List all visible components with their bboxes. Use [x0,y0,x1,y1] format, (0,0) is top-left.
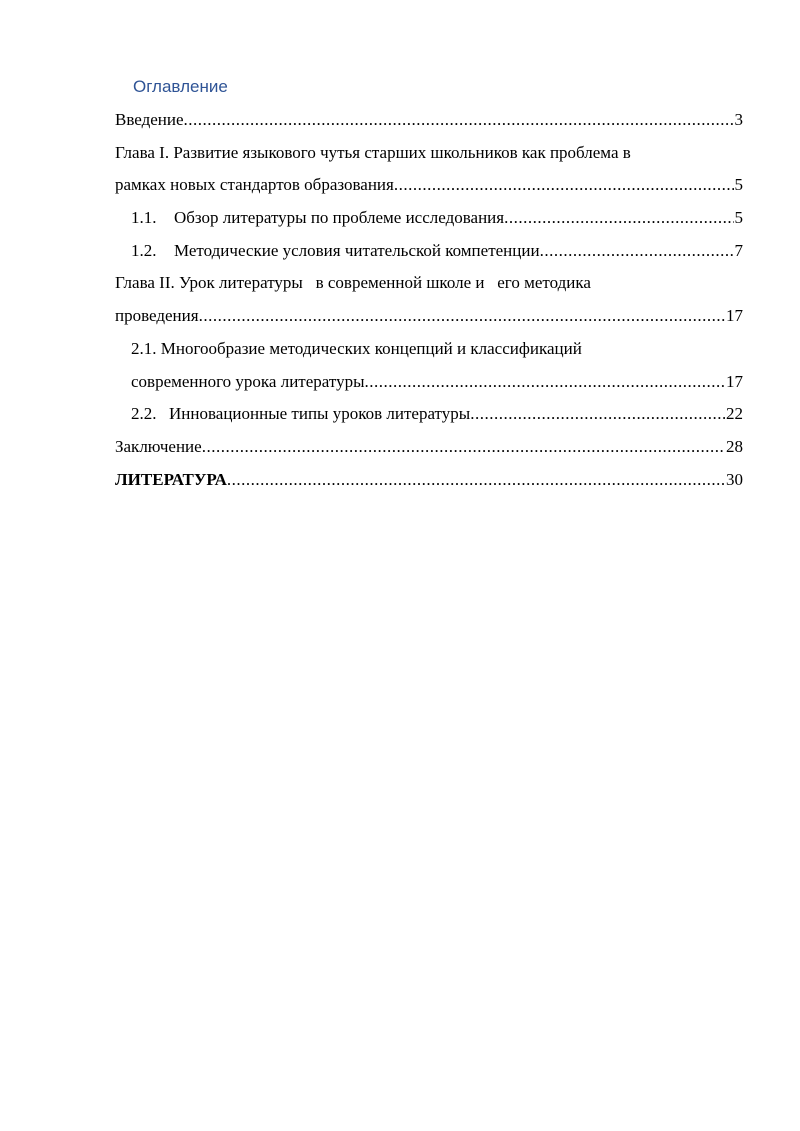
toc-entry-number: 1.2. [131,240,157,260]
toc-entry-section-2-2[interactable] [115,402,743,435]
toc-heading: Оглавление [133,77,228,96]
dot-leader [504,206,733,230]
dot-leader [199,304,725,328]
dot-leader [184,108,734,132]
toc-entry-title: Обзор литературы по проблеме исследования [174,208,505,228]
toc-entry-title: Методические условия читательской компетенции [174,240,540,260]
toc-entry-title: Глава I. Развитие языкового чутья старших школьников как проблема в [115,142,631,162]
toc-entry-chapter-2[interactable] [115,304,743,337]
toc-entry-chapter-2-line1[interactable] [115,271,743,304]
toc-entry-page: 17 [726,371,743,391]
toc-entry-chapter-1[interactable] [115,173,743,206]
toc-entry-title: Глава II. Урок литературы в современной школе и его методика [115,273,591,293]
dot-leader [227,468,725,492]
toc-entry-number: 2.2. [131,404,157,424]
toc-entry-title: рамках новых стандартов образования [115,175,394,195]
toc-entry-page: 7 [734,240,743,260]
toc-entry-chapter-1-line1[interactable] [115,141,743,174]
toc-entry-title: Инновационные типы уроков литературы [169,404,471,424]
toc-entry-page: 17 [726,306,743,326]
dot-leader [470,402,725,426]
toc-entry-page: 5 [734,208,743,228]
toc-entry-page: 22 [726,404,743,424]
dot-leader [202,435,725,459]
toc-entry-section-1-1[interactable] [115,206,743,239]
toc-entry-title: 2.1. Многообразие методических концепций и классификаций [131,338,582,358]
dot-leader [540,239,734,263]
toc-entry-section-2-1[interactable] [115,370,743,403]
toc-entry-introduction[interactable] [115,108,743,141]
toc-entry-literature[interactable] [115,468,743,501]
dot-leader [365,370,725,394]
toc-entry-title: современного урока литературы [131,371,365,391]
toc-entry-page: 30 [726,469,743,489]
toc-entry-title: Заключение [115,436,202,456]
toc-entry-page: 3 [734,110,743,129]
toc-entry-page: 5 [734,175,743,195]
table-of-contents [115,108,743,500]
toc-entry-title: Введение [115,110,184,129]
dot-leader [394,173,734,197]
toc-entry-section-2-1-line1[interactable] [115,337,743,370]
toc-entry-title: проведения [115,306,199,326]
toc-entry-section-1-2[interactable] [115,239,743,272]
toc-entry-page: 28 [726,436,743,456]
toc-entry-conclusion[interactable] [115,435,743,468]
toc-entry-number: 1.1. [131,208,157,228]
toc-entry-title: ЛИТЕРАТУРА [115,469,227,489]
